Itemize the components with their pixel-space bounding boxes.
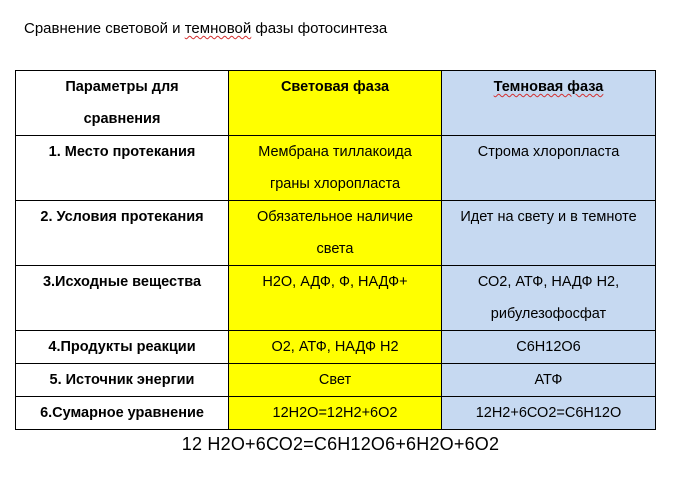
row-dark-value (442, 136, 656, 201)
cell-line: АТФ (534, 372, 563, 388)
row-dark-value (442, 331, 656, 364)
row-dark-value (442, 364, 656, 397)
cell-line: Мембрана тиллакоида (258, 144, 412, 160)
overall-equation: 12 Н2О+6СО2=С6Н12О6+6Н2О+6О2 (181, 434, 500, 454)
cell-line: 12Н2О=12Н2+6О2 (272, 405, 398, 421)
table-row (16, 364, 656, 397)
cell-line: света (316, 241, 354, 257)
cell-line: 12Н2+6СО2=С6Н12О (475, 405, 622, 421)
cell-line: Свет (318, 372, 352, 388)
title-part: Сравнение световой и (24, 20, 185, 37)
cell-line: Строма хлоропласта (477, 144, 620, 160)
table-row (16, 136, 656, 201)
row-dark-value (442, 201, 656, 266)
row-dark-value (442, 397, 656, 430)
title-part: фазы фотосинтеза (251, 20, 388, 37)
comparison-table (15, 70, 656, 430)
header-cell-parameters (16, 71, 229, 136)
header-dark-label: Темновая фаза (493, 79, 604, 95)
row-parameter: 4.Продукты реакции (16, 331, 229, 364)
cell-line: Н2О, АДФ, Ф, НАДФ+ (262, 274, 408, 290)
cell-line: Идет на свету и в темноте (460, 209, 637, 225)
table-row (16, 266, 656, 331)
cell-line: граны хлоропласта (269, 176, 401, 192)
row-light-value (229, 201, 442, 266)
row-parameter: 3.Исходные вещества (16, 266, 229, 331)
title-part-spellcheck: темновой (184, 20, 252, 37)
header-light-label: Световая фаза (280, 79, 390, 95)
row-light-value (229, 136, 442, 201)
table-row (16, 331, 656, 364)
row-light-value (229, 364, 442, 397)
table-row (16, 201, 656, 266)
header-param-line: сравнения (83, 111, 161, 127)
row-parameter: 2. Условия протекания (16, 201, 229, 266)
row-parameter: 6.Сумарное уравнение (16, 397, 229, 430)
row-light-value (229, 331, 442, 364)
row-parameter: 5. Источник энергии (16, 364, 229, 397)
row-dark-value (442, 266, 656, 331)
cell-line: СО2, АТФ, НАДФ Н2, (477, 274, 620, 290)
cell-line: С6Н12О6 (516, 339, 581, 355)
cell-line: рибулезофосфат (490, 306, 607, 322)
cell-line: Обязательное наличие (256, 209, 414, 225)
header-cell-light-phase (229, 71, 442, 136)
row-parameter: 1. Место протекания (16, 136, 229, 201)
row-light-value (229, 266, 442, 331)
row-light-value (229, 397, 442, 430)
header-param-line: Параметры для (65, 79, 179, 95)
cell-line: О2, АТФ, НАДФ Н2 (271, 339, 399, 355)
table-row (16, 397, 656, 430)
header-cell-dark-phase (442, 71, 656, 136)
document-title (24, 20, 387, 37)
table-header-row (16, 71, 656, 136)
